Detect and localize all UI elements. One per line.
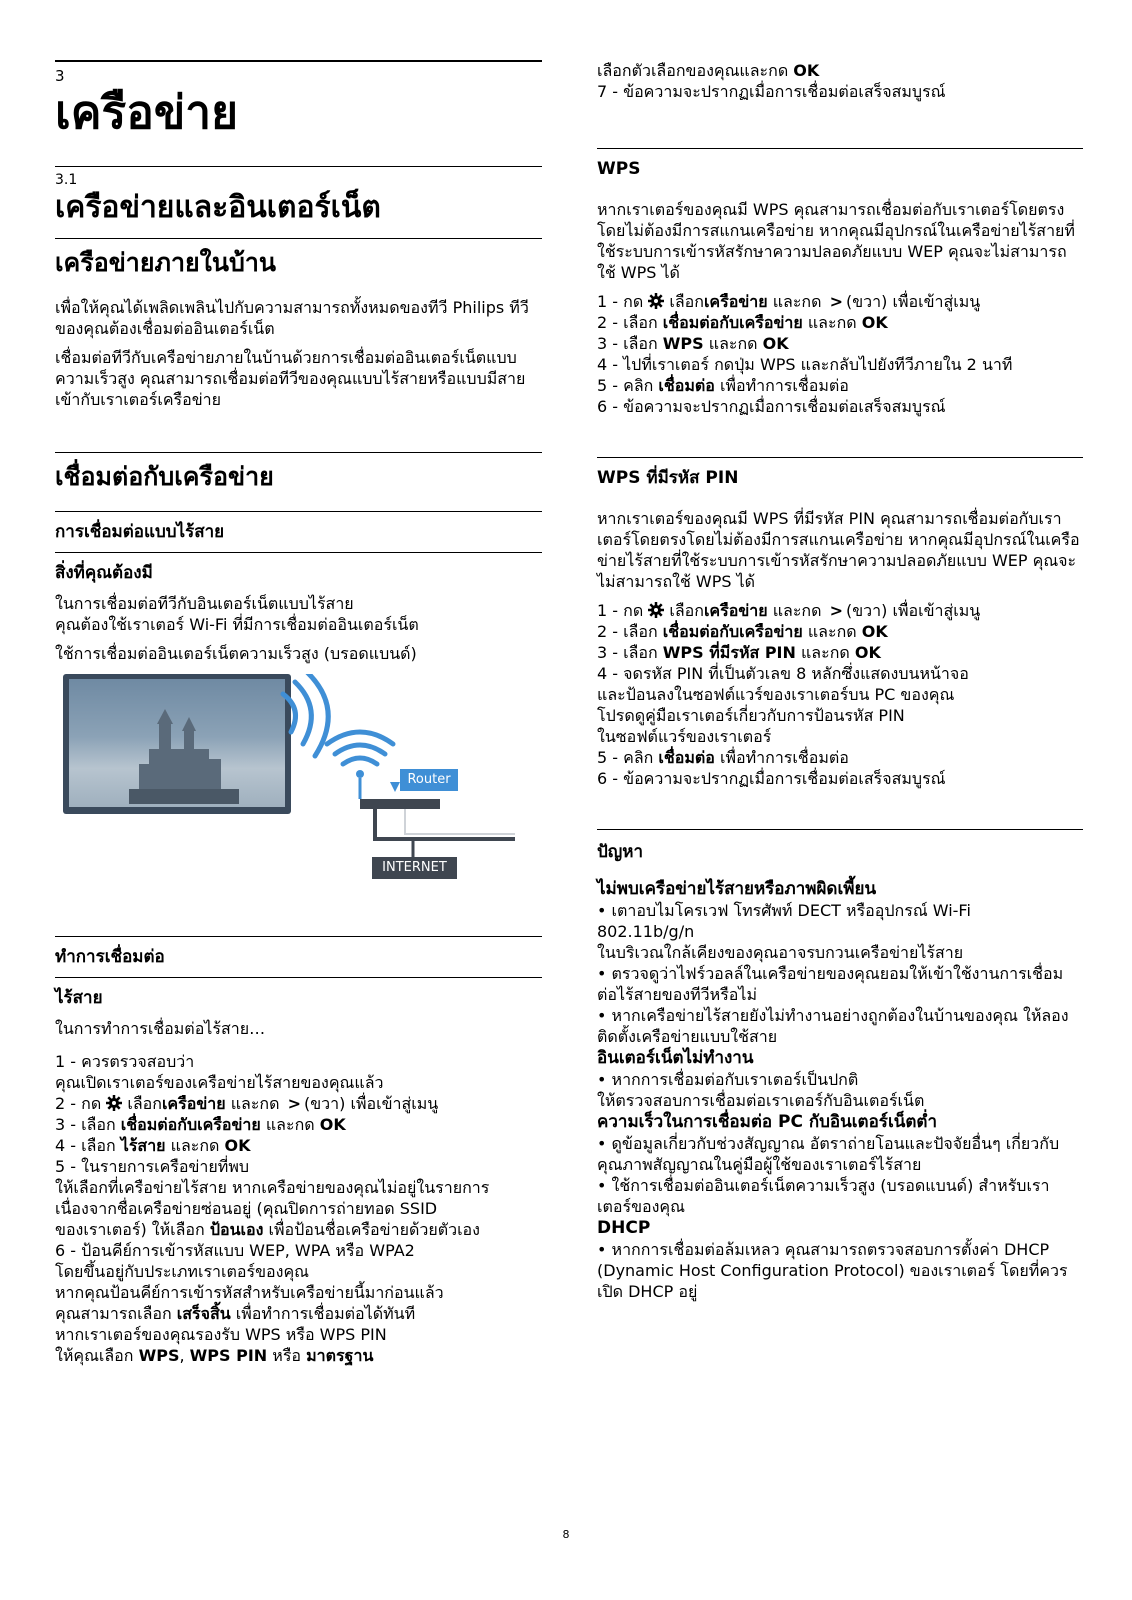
internet-label: INTERNET <box>372 857 457 879</box>
wps-pin-heading: WPS ที่มีรหัส PIN <box>597 468 739 488</box>
home-network-p1: เพื่อให้คุณได้เพลิดเพลินไปกับความสามารถทั้งหมดของทีวี Philips ทีวีของคุณต้องเชื่อมต่ออินเตอร์เน็ต <box>55 298 529 338</box>
right-top-line-2: 7 - ข้อความจะปรากฏเมื่อการเชื่อมต่อเสร็จสมบูรณ์ <box>597 82 946 101</box>
need-rule <box>55 552 542 553</box>
wps-pin-step-3: 3 - เลือก WPS ที่มีรหัส PIN และกด OK <box>597 643 881 662</box>
gear-icon <box>648 293 664 309</box>
step-5d: ของเราเตอร์) ให้เลือก ป้อนเอง เพื่อป้อนชื่อเครือข่ายด้วยตัวเอง <box>55 1220 480 1239</box>
problem-3-heading: ความเร็วในการเชื่อมต่อ PC กับอินเตอร์เน็ตต่ำ <box>597 1112 937 1132</box>
problem-1-line-3: ในบริเวณใกล้เคียงของคุณอาจรบกวนเครือข่ายไร้สาย <box>597 943 964 962</box>
wps-pin-step-2: 2 - เลือก เชื่อมต่อกับเครือข่าย และกด OK <box>597 622 888 641</box>
step-6d: คุณสามารถเลือก เสร็จสิ้น เพื่อทำการเชื่อมต่อได้ทันที <box>55 1304 416 1323</box>
gear-icon <box>106 1095 122 1111</box>
chapter-rule <box>55 60 542 62</box>
wireless2-heading: ไร้สาย <box>55 988 103 1008</box>
step-6c: หากคุณป้อนคีย์การเข้ารหัสสำหรับเครือข่ายนี้มาก่อนแล้ว <box>55 1283 444 1302</box>
wireless-rule <box>55 511 542 512</box>
wps-pin-step-1: 1 - กด เลือกเครือข่าย และกด > (ขวา) เพื่อเข้าสู่เมนู <box>597 601 981 620</box>
wps-pin-step-4d: ในซอฟต์แวร์ของเราเตอร์ <box>597 727 772 746</box>
wps-step-2: 2 - เลือก เชื่อมต่อกับเครือข่าย และกด OK <box>597 313 888 332</box>
make-connection-heading: ทำการเชื่อมต่อ <box>55 947 165 967</box>
problem-3-line-2: • ใช้การเชื่อมต่ออินเตอร์เน็ตความเร็วสูง (บรอดแบนด์) สำหรับเราเตอร์ของคุณ <box>597 1176 1050 1216</box>
gear-icon <box>648 602 664 618</box>
home-network-rule <box>55 238 542 239</box>
problems-rule <box>597 829 1083 830</box>
problem-1-line-2: 802.11b/g/n <box>597 922 695 941</box>
page-number: 8 <box>562 1528 570 1541</box>
need-line-2: คุณต้องใช้เราเตอร์ Wi-Fi ที่มีการเชื่อมต่ออินเตอร์เน็ต <box>55 615 419 634</box>
problem-3-line-1: • ดูข้อมูลเกี่ยวกับช่วงสัญญาณ อัตราถ่ายโอนและปัจจัยอื่นๆ เกี่ยวกับคุณภาพสัญญาณในคู่มือผู้ใช้ของเราเตอร์ไร้สาย <box>597 1134 1060 1174</box>
chevron-right-icon: > <box>287 1094 301 1113</box>
section-title: เครือข่ายและอินเตอร์เน็ต <box>55 190 381 225</box>
section-rule <box>55 166 542 167</box>
problem-4-heading: DHCP <box>597 1218 651 1238</box>
wireless2-rule <box>55 977 542 978</box>
step-6b: โดยขึ้นอยู่กับประเภทเราเตอร์ของคุณ <box>55 1262 309 1281</box>
step-6f: ให้คุณเลือก WPS, WPS PIN หรือ มาตรฐาน <box>55 1346 374 1365</box>
problems-heading: ปัญหา <box>597 842 644 862</box>
chevron-right-icon: > <box>829 292 843 311</box>
chapter-number: 3 <box>55 67 65 85</box>
step-5b: ให้เลือกที่เครือข่ายไร้สาย หากเครือข่ายของคุณไม่อยู่ในรายการ <box>55 1178 490 1197</box>
problem-1-heading: ไม่พบเครือข่ายไร้สายหรือภาพผิดเพี้ยน <box>597 879 877 899</box>
need-heading: สิ่งที่คุณต้องมี <box>55 563 153 583</box>
wps-pin-step-5: 5 - คลิก เชื่อมต่อ เพื่อทำการเชื่อมต่อ <box>597 748 849 767</box>
wps-paragraph: หากเราเตอร์ของคุณมี WPS คุณสามารถเชื่อมต่อกับเราเตอร์โดยตรงโดยไม่ต้องมีการสแกนเครือข่าย หากคุณมีอุปกรณ์ในเครือข่ายไร้สายที่ใช้ระบบการเข้ารหัสรักษาความปลอดภัยแบบ WEP คุณจะไม่สามารถใช้ WPS ได้ <box>597 200 1075 282</box>
need-line-1: ในการเชื่อมต่อทีวีกับอินเตอร์เน็ตแบบไร้สาย <box>55 594 354 613</box>
wps-pin-step-6: 6 - ข้อความจะปรากฏเมื่อการเชื่อมต่อเสร็จสมบูรณ์ <box>597 769 946 788</box>
problem-1-line-5: • หากเครือข่ายไร้สายยังไม่ทำงานอย่างถูกต้องในบ้านของคุณ ให้ลองติดตั้งเครือข่ายแบบใช้สาย <box>597 1006 1069 1046</box>
router-label: Router <box>400 769 458 791</box>
wps-step-5: 5 - คลิก เชื่อมต่อ เพื่อทำการเชื่อมต่อ <box>597 376 849 395</box>
step-4: 4 - เลือก ไร้สาย และกด OK <box>55 1136 251 1155</box>
connect-rule <box>55 452 542 453</box>
make-connection-rule <box>55 936 542 937</box>
connect-heading: เชื่อมต่อกับเครือข่าย <box>55 462 274 491</box>
step-5a: 5 - ในรายการเครือข่ายที่พบ <box>55 1157 250 1176</box>
step-1b: คุณเปิดเราเตอร์ของเครือข่ายไร้สายของคุณแล้ว <box>55 1073 384 1092</box>
step-6e: หากเราเตอร์ของคุณรองรับ WPS หรือ WPS PIN <box>55 1325 387 1344</box>
chapter-title: เครือข่าย <box>55 85 239 139</box>
step-3: 3 - เลือก เชื่อมต่อกับเครือข่าย และกด OK <box>55 1115 346 1134</box>
home-network-p2: เชื่อมต่อทีวีกับเครือข่ายภายในบ้านด้วยการเชื่อมต่ออินเตอร์เน็ตแบบความเร็วสูง คุณสามารถเชื่อมต่อทีวีของคุณแบบไร้สายหรือแบบมีสายเข้ากับเราเตอร์เครือข่าย <box>55 348 526 409</box>
need-line-3: ใช้การเชื่อมต่ออินเตอร์เน็ตความเร็วสูง (บรอดแบนด์) <box>55 644 417 663</box>
right-top-line-1: เลือกตัวเลือกของคุณและกด OK <box>597 61 820 80</box>
wps-pin-rule <box>597 457 1083 458</box>
home-network-heading: เครือข่ายภายในบ้าน <box>55 248 276 277</box>
wps-step-1: 1 - กด เลือกเครือข่าย และกด > (ขวา) เพื่อเข้าสู่เมนู <box>597 292 981 311</box>
wps-heading: WPS <box>597 159 641 179</box>
wps-step-6: 6 - ข้อความจะปรากฏเมื่อการเชื่อมต่อเสร็จสมบูรณ์ <box>597 397 946 416</box>
problem-2-line-2: ให้ตรวจสอบการเชื่อมต่อเราเตอร์กับอินเตอร์เน็ต <box>597 1091 925 1110</box>
step-6a: 6 - ป้อนคีย์การเข้ารหัสแบบ WEP, WPA หรือ WPA2 <box>55 1241 415 1260</box>
router-base <box>360 799 440 809</box>
chevron-right-icon: > <box>829 601 843 620</box>
network-illustration <box>55 674 525 894</box>
wps-pin-step-4c: โปรดดูคู่มือเราเตอร์เกี่ยวกับการป้อนรหัส PIN <box>597 706 905 725</box>
problem-2-line-1: • หากการเชื่อมต่อกับเราเตอร์เป็นปกติ <box>597 1070 859 1089</box>
right-column <box>597 60 1083 1302</box>
left-column <box>55 60 542 1366</box>
intro-text: ในการทำการเชื่อมต่อไร้สาย… <box>55 1019 266 1038</box>
wps-step-4: 4 - ไปที่เราเตอร์ กดปุ่ม WPS และกลับไปยังทีวีภายใน 2 นาที <box>597 355 1013 374</box>
problem-1-line-4: • ตรวจดูว่าไฟร์วอลล์ในเครือข่ายของคุณยอมให้เข้าใช้งานการเชื่อมต่อไร้สายของทีวีหรือไม่ <box>597 964 1064 1004</box>
step-5c: เนื่องจากชื่อเครือข่ายซ่อนอยู่ (คุณปิดการถ่ายทอด SSID <box>55 1199 438 1218</box>
step-2: 2 - กด เลือกเครือข่าย และกด > (ขวา) เพื่อเข้าสู่เมนู <box>55 1094 439 1113</box>
wps-pin-paragraph: หากเราเตอร์ของคุณมี WPS ที่มีรหัส PIN คุณสามารถเชื่อมต่อกับเราเตอร์โดยตรงโดยไม่ต้องมีการสแกนเครือข่าย หากคุณมีอุปกรณ์ในเครือข่ายไร้สายที่ใช้ระบบการเข้ารหัสรักษาความปลอดภัยแบบ WEP คุณจะไม่สามารถใช้ WPS ได้ <box>597 509 1080 591</box>
problem-4-line-1: • หากการเชื่อมต่อล้มเหลว คุณสามารถตรวจสอบการตั้งค่า DHCP (Dynamic Host Configuration Protocol) ของเราเตอร์ โดยที่ควรเปิด DHCP อยู่ <box>597 1240 1068 1301</box>
wps-pin-step-4b: และป้อนลงในซอฟต์แวร์ของเราเตอร์บน PC ของคุณ <box>597 685 955 704</box>
wireless-heading: การเชื่อมต่อแบบไร้สาย <box>55 522 225 542</box>
wps-pin-step-4a: 4 - จดรหัส PIN ที่เป็นตัวเลข 8 หลักซึ่งแสดงบนหน้าจอ <box>597 664 969 683</box>
step-1a: 1 - ควรตรวจสอบว่า <box>55 1052 195 1071</box>
wps-step-3: 3 - เลือก WPS และกด OK <box>597 334 789 353</box>
section-number: 3.1 <box>55 172 78 188</box>
wps-rule <box>597 148 1083 149</box>
problem-2-heading: อินเตอร์เน็ตไม่ทำงาน <box>597 1048 754 1068</box>
problem-1-line-1: • เตาอบไมโครเวฟ โทรศัพท์ DECT หรืออุปกรณ์ Wi-Fi <box>597 901 971 920</box>
